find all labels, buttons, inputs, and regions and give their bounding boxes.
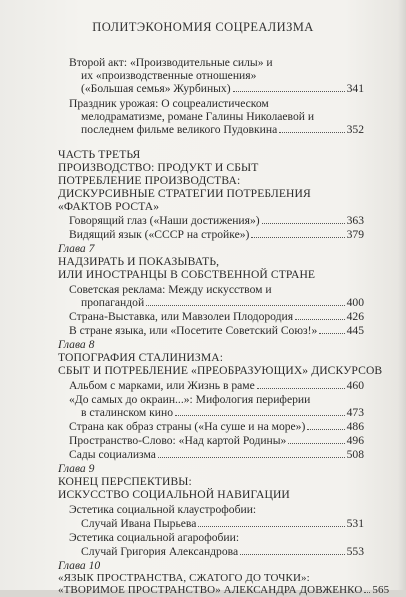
leader-dots — [240, 554, 345, 555]
toc-entry[interactable] — [69, 228, 364, 241]
page-number: 508 — [346, 448, 364, 461]
toc-entry[interactable] — [81, 123, 364, 136]
leader-dots — [307, 429, 344, 430]
page-number: 473 — [346, 406, 364, 419]
chapter-title: СБЫТ И ПОТРЕБЛЕНИЕ «ПРЕОБРАЗУЮЩИХ» ДИСКУРСОВ — [58, 364, 383, 377]
toc-entry[interactable] — [69, 214, 364, 227]
leader-dots — [251, 237, 344, 238]
chapter-label: Глава 8 — [58, 338, 95, 351]
leader-dots — [262, 223, 345, 224]
toc-entry[interactable] — [69, 434, 364, 447]
leader-dots — [233, 91, 345, 92]
toc-entry-title: Говорящий глаз («Наши достижения») — [69, 214, 260, 227]
toc-entry[interactable] — [69, 310, 364, 323]
leader-dots — [257, 388, 345, 389]
page-number: 565 — [372, 584, 390, 596]
chapter-title: «ЯЗЫК ПРОСТРАНСТВА, СЖАТОГО ДО ТОЧКИ»: — [58, 572, 310, 584]
part-heading: ПОТРЕБЛЕНИЕ ПРОИЗВОДСТВА: — [58, 174, 241, 187]
leader-dots — [295, 319, 345, 320]
page-number: 426 — [346, 310, 364, 323]
toc-entry[interactable] — [69, 379, 364, 392]
toc-entry-title: Страна-Выставка, или Мавзолеи Плодородия — [69, 310, 294, 323]
page-number: 363 — [346, 214, 364, 227]
leader-dots — [364, 592, 370, 593]
toc-entry[interactable] — [81, 517, 364, 530]
toc-entry[interactable] — [81, 82, 364, 95]
toc-entry-line: Эстетика социальной агарофобии: — [69, 531, 240, 544]
page-number: 496 — [346, 434, 364, 447]
toc-entry-title: Страна как образ страны («На суше и на море») — [69, 420, 306, 433]
page-edge-shadow — [398, 0, 406, 590]
toc-entry-line: Советская реклама: Между искусством и — [69, 283, 272, 296]
toc-entry-line: мелодраматизме, романе Галины Николаевой и — [81, 110, 315, 123]
part-heading: «ФАКТОВ РОСТА» — [58, 200, 160, 213]
toc-entry-title: В стране языка, или «Посетите Советский Союз!» — [69, 324, 318, 337]
page-number: 341 — [346, 82, 364, 95]
toc-entry-title: Пространство-Слово: «Над картой Родины» — [69, 434, 287, 447]
chapter-title: ТОПОГРАФИЯ СТАЛИНИЗМА: — [58, 351, 224, 364]
toc-entry-title: Альбом с марками, или Жизнь в раме — [69, 379, 255, 392]
leader-dots — [158, 457, 345, 458]
toc-entry-line: Второй акт: «Производительные силы» и — [69, 56, 273, 69]
toc-entry-title: пропагандой — [81, 296, 145, 309]
leader-dots — [198, 526, 344, 527]
toc-entry-title: Сады социализма — [69, 448, 156, 461]
leader-dots — [319, 333, 344, 334]
chapter-label: Глава 9 — [58, 462, 95, 475]
chapter-title: КОНЕЦ ПЕРСПЕКТИВЫ: — [58, 475, 192, 488]
toc-entry[interactable] — [69, 448, 364, 461]
chapter-title: «ТВОРИМОЕ ПРОСТРАНСТВО» АЛЕКСАНДРА ДОВЖЕНКО — [58, 584, 363, 596]
page-number: 352 — [346, 123, 364, 136]
leader-dots — [146, 305, 344, 306]
toc-entry-title: Случай Григория Александрова — [81, 545, 239, 558]
toc-entry-title: Видящий язык («СССР на стройке») — [69, 228, 250, 241]
toc-entry-title: Случай Ивана Пырьева — [81, 517, 197, 530]
toc-entry-line: Эстетика социальной клаустрофобии: — [69, 503, 257, 516]
chapter-title: НАДЗИРАТЬ И ПОКАЗЫВАТЬ, — [58, 255, 220, 268]
toc-entry[interactable] — [58, 584, 390, 597]
page-number: 531 — [346, 517, 364, 530]
leader-dots — [279, 132, 344, 133]
part-heading: ДИСКУРСИВНЫЕ СТРАТЕГИИ ПОТРЕБЛЕНИЯ — [58, 187, 311, 200]
toc-entry[interactable] — [81, 406, 364, 419]
toc-entry-line: «До самых до окраин...»: Мифология периферии — [69, 393, 311, 406]
chapter-label: Глава 7 — [58, 242, 95, 255]
page-number: 553 — [346, 545, 364, 558]
toc-entry-line: их «производственные отношения» — [81, 69, 257, 82]
page-number: 460 — [346, 379, 364, 392]
toc-entry-title: последнем фильме великого Пудовкина — [81, 123, 278, 136]
toc-entry[interactable] — [81, 296, 364, 309]
page-number: 379 — [346, 228, 364, 241]
leader-dots — [288, 443, 344, 444]
toc-entry-line: Праздник урожая: О соцреалистическом — [69, 97, 269, 110]
chapter-label: Глава 10 — [58, 559, 101, 572]
running-header: ПОЛИТЭКОНОМИЯ СОЦРЕАЛИЗМА — [92, 20, 314, 34]
part-heading: ПРОИЗВОДСТВО: ПРОДУКТ И СБЫТ — [58, 161, 259, 174]
part-heading: ЧАСТЬ ТРЕТЬЯ — [58, 148, 141, 161]
toc-entry[interactable] — [81, 545, 364, 558]
page-number: 486 — [346, 420, 364, 433]
page-number: 445 — [346, 324, 364, 337]
toc-entry-title: в сталинском кино — [81, 406, 174, 419]
leader-dots — [175, 415, 345, 416]
chapter-title: ИСКУССТВО СОЦИАЛЬНОЙ НАВИГАЦИИ — [58, 488, 290, 501]
toc-entry[interactable] — [69, 420, 364, 433]
page-number: 400 — [346, 296, 364, 309]
toc-entry[interactable] — [69, 324, 364, 337]
toc-entry-title: («Большая семья» Журбиных) — [81, 82, 231, 95]
chapter-title: ИЛИ ИНОСТРАНЦЫ В СОБСТВЕННОЙ СТРАНЕ — [58, 268, 316, 281]
